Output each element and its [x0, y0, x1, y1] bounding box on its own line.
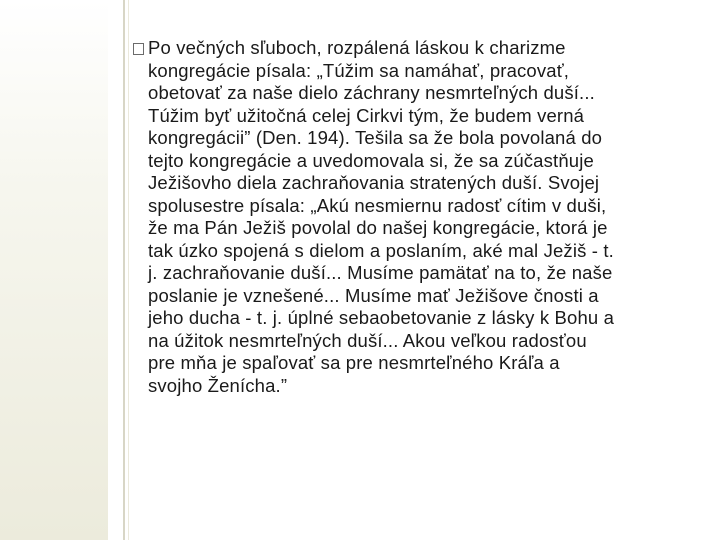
- bullet-item: [128, 37, 703, 397]
- decorative-side-panel: [0, 0, 108, 540]
- slide-content: [128, 37, 703, 397]
- bullet-text: Po večných sľuboch, rozpálená láskou k charizme kongregácie písala: „Túžim sa namáhať, pracovať, obetovať za naše dielo záchrany nesmrteľných duší... Túžim byť užitočná celej Cirkvi tým, že budem verná kongregácii” (Den. 194). Tešila sa že bola povolaná do tejto kongregácie a uvedomovala si, že sa zúčastňuje Ježišovho diela zachraňovania stratených duší. Svojej spolusestre písala: „Akú nesmiernu radosť cítim v duši, že ma Pán Ježiš povolal do našej kongregácie, ktorá je tak úzko spojená s dielom a poslaním, aké mal Ježiš - t. j. zachraňovanie duší... Musíme pamätať na to, že naše poslanie je vznešené... Musíme mať Ježišove čnosti a jeho ducha - t. j. úplné sebaobetovanie z lásky k Bohu a na úžitok nesmrteľných duší... Akou veľkou radosťou pre mňa je spaľovať sa pre nesmrteľného Kráľa a svojho Ženícha.”: [148, 37, 615, 396]
- vertical-divider: [123, 0, 125, 540]
- square-bullet-icon: [133, 43, 144, 55]
